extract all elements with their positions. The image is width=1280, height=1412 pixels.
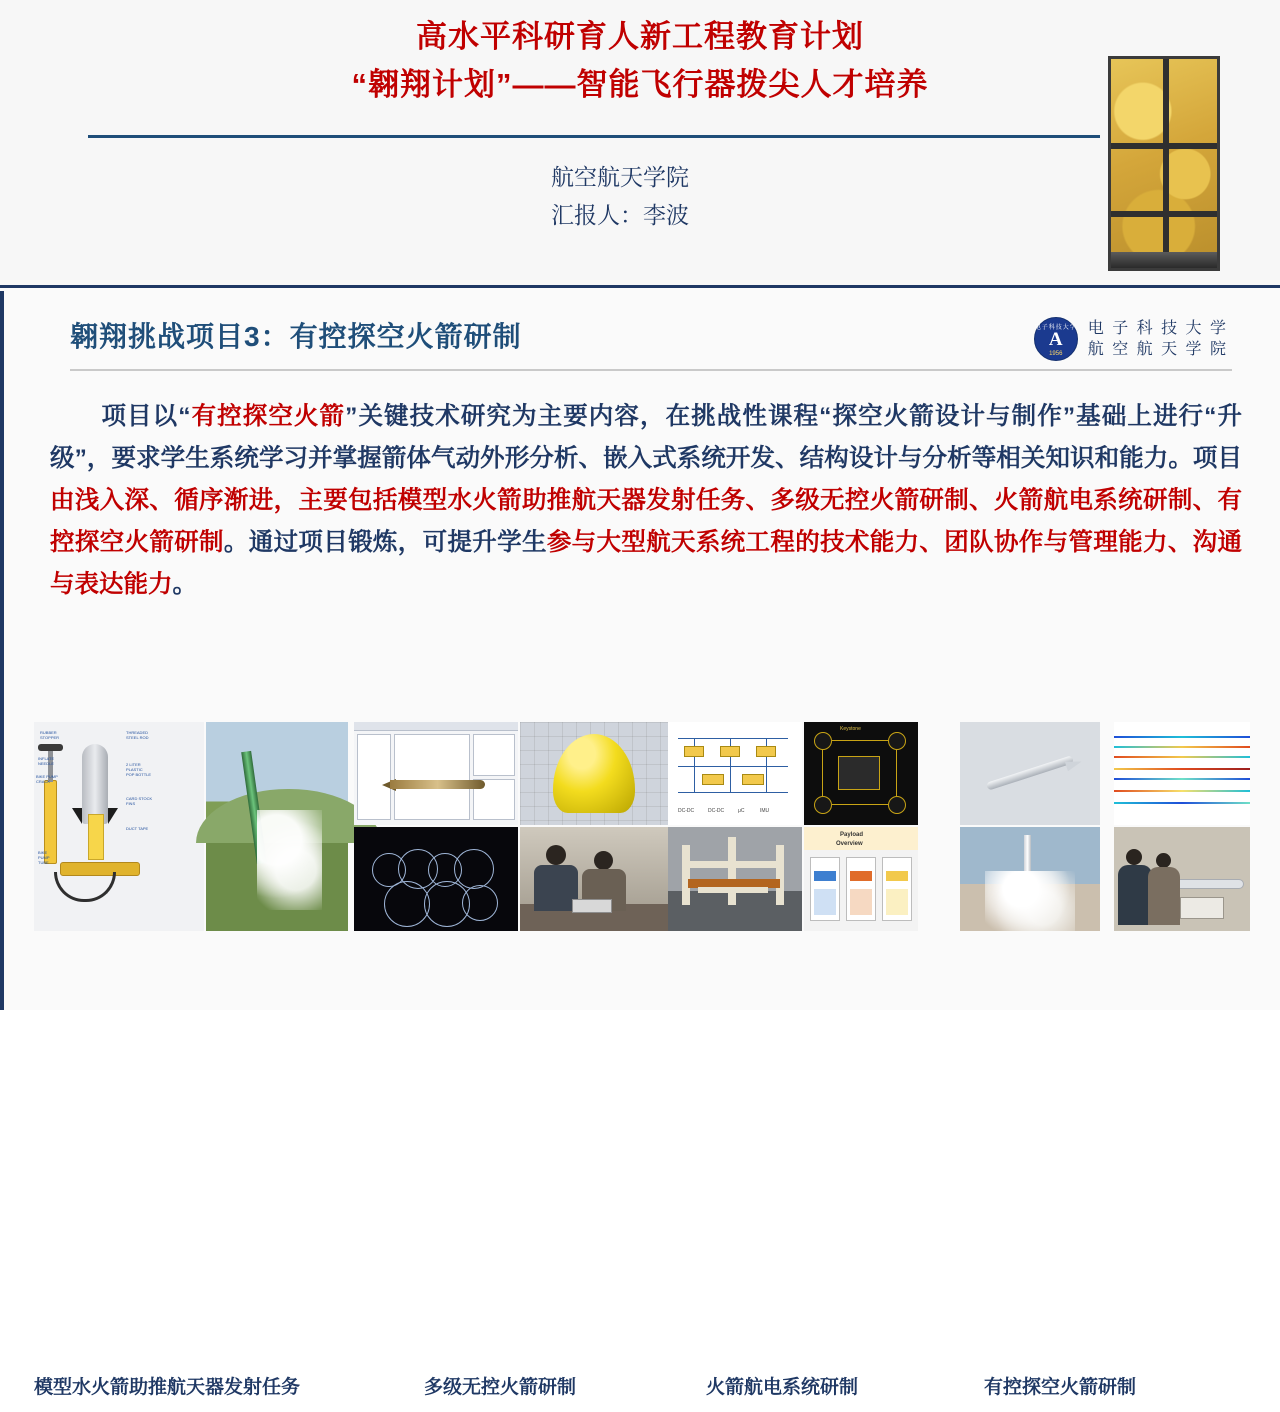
section-divider [70, 369, 1232, 371]
image-avionics-structure-hardware-photo [668, 827, 802, 931]
caption-group-1: 模型水火箭助推航天器发射任务 [34, 1377, 301, 1398]
window-autumn-photo [1108, 56, 1220, 271]
image-pcb-layout-dark-render: Keystone [804, 722, 918, 825]
seal-year: 1956 [1049, 351, 1063, 357]
body-paragraph [50, 396, 1242, 606]
university-seal-icon [1034, 317, 1078, 361]
image-simulation-trajectory-dark-plot [354, 827, 518, 931]
image-rocket-3d-gray-render [960, 722, 1100, 825]
logo-text-block [1088, 318, 1228, 360]
image-students-working-laptop-photo [520, 827, 668, 931]
subtitle-block [0, 158, 1240, 234]
subtitle-presenter: 汇报人：李波 [551, 202, 689, 228]
university-logo-block [1034, 317, 1228, 361]
image-water-rocket-launch-photo [206, 722, 348, 931]
title-line-2: “翱翔计划”——智能飞行器拨尖人才培养 [351, 67, 929, 102]
section-title: 翱翔挑战项目3：有控探空火箭研制 [70, 321, 522, 352]
paragraph-segment: 项目以“ [101, 403, 191, 430]
title-line-1: 高水平科研育人新工程教育计划 [416, 19, 864, 54]
image-circuit-schematic-diagram: DC-DC DC-DC μC IMU [668, 722, 802, 825]
paragraph-segment: 。通过项目锻炼，可提升学生 [223, 529, 547, 556]
subtitle-organization: 航空航天学院 [551, 164, 689, 190]
paragraph-segment: 有控探空火箭 [190, 403, 346, 430]
slide-body [0, 291, 1280, 1398]
paragraph-segment: ”关键技术研究为主要内容，在挑战性课程“探空火箭设计与制作”基础上进行“升级”，要求学生系统学习并掌握箭体气动外形分析、嵌入式系统开发、结构设计与分析等相关知识和能力。项目 [50, 403, 1242, 472]
image-cad-rocket-model-screenshot [354, 722, 518, 825]
logo-line-1: 电 子 科 技 大 学 [1087, 320, 1228, 337]
paragraph-segment: 由浅入深、循序渐进，主要包括模型水火箭助推航天器发射任务、多级无控火箭研制、火箭航电系统研制、有控探空火箭研制 [50, 487, 1242, 556]
gallery-captions [34, 1372, 1256, 1412]
logo-line-2: 航 空 航 天 学 院 [1087, 341, 1228, 358]
caption-group-2: 多级无控火箭研制 [424, 1377, 577, 1398]
seal-top-text: 电子科技大学 [1034, 325, 1077, 331]
title-divider [88, 135, 1100, 138]
image-students-lab-testing-photo [1114, 827, 1250, 931]
title-block [0, 14, 1280, 110]
image-rocket-liftoff-smoke-photo [960, 827, 1100, 931]
image-water-rocket-pump-diagram: RUBBER STOPPER THREADED STEEL ROD INFLATE NEEDLE 2 LITER PLASTIC POP BOTTLE BIKE PUMP CRACK CARD STOCK FINS DUCT TAPE BIKE PUMP TUBE [34, 722, 204, 931]
paragraph-segment: 。 [172, 571, 197, 598]
caption-group-3: 火箭航电系统研制 [706, 1377, 859, 1398]
image-gallery [34, 722, 1256, 1398]
image-payload-overview-slide: Payload Overview [804, 827, 918, 931]
paragraph-segment: 参与大型航天系统工程的技术能力、团队协作与管理能力、沟通与表达能力 [50, 529, 1243, 598]
slide-header [0, 0, 1280, 288]
seal-letter: A [1048, 329, 1063, 350]
caption-group-4: 有控探空火箭研制 [984, 1377, 1137, 1398]
image-nose-cone-yellow-render [520, 722, 668, 825]
image-cfd-flow-field-plot [1114, 722, 1250, 825]
